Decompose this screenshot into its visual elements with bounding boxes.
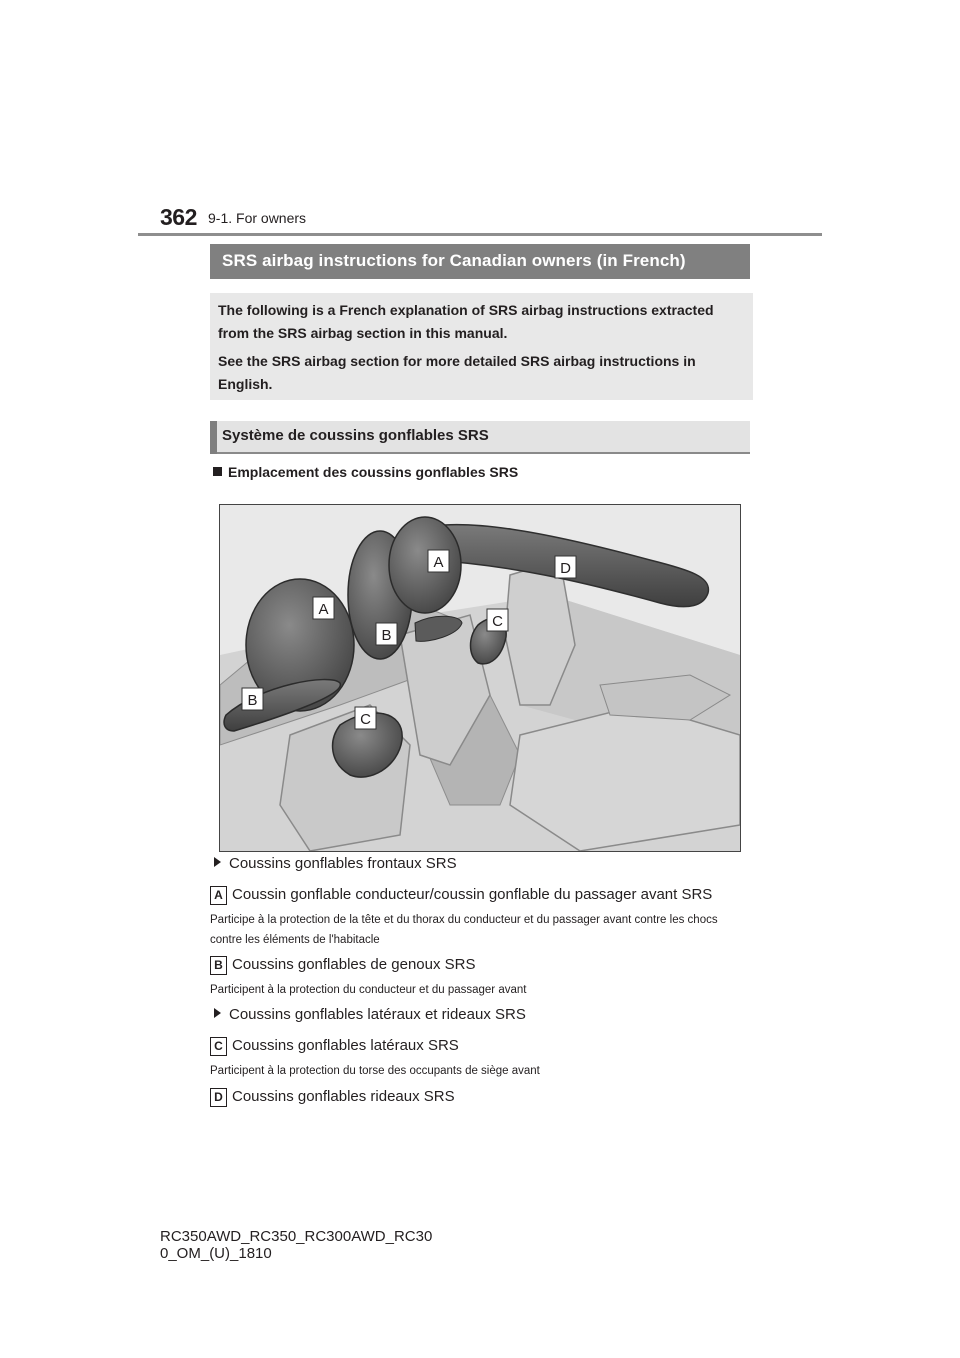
item-c-text: Coussins gonflables latéraux SRS [232, 1037, 459, 1054]
figure-label-b-driver [242, 688, 263, 710]
figure-label-a-driver [313, 597, 334, 619]
footer-line-1: RC350AWD_RC350_RC300AWD_RC30 [160, 1228, 433, 1245]
airbag-location-figure [219, 504, 741, 852]
svg-text:D: D [560, 560, 571, 577]
intro-paragraph-2: See the SRS airbag section for more detailed SRS airbag instructions in English. [218, 353, 696, 392]
triangle-bullet-icon [214, 857, 221, 867]
svg-text:A: A [318, 601, 329, 618]
footer-line-2: 0_OM_(U)_1810 [160, 1245, 272, 1262]
item-c [210, 1037, 459, 1056]
item-d-text: Coussins gonflables rideaux SRS [232, 1088, 455, 1105]
figure-label-b-passenger [376, 623, 397, 645]
group-frontal-airbags [214, 855, 457, 872]
item-a-description: Participe à la protection de la tête et du thorax du conducteur et du passager avant contre les chocs contre les éléments de l'habitacle [210, 914, 718, 946]
item-d [210, 1088, 455, 1107]
item-a [210, 886, 712, 905]
page-title: SRS airbag instructions for Canadian owners (in French) [222, 251, 686, 270]
label-c-badge: C [210, 1037, 227, 1056]
label-a-badge: A [210, 886, 227, 905]
intro-paragraph-1: The following is a French explanation of SRS airbag instructions extracted from the SRS airbag section in this manual. [218, 302, 714, 341]
figure-label-d-curtain [555, 556, 576, 578]
svg-text:A: A [433, 554, 444, 571]
section-reference: 9-1. For owners [208, 210, 307, 226]
svg-text:B: B [247, 692, 258, 709]
item-b [210, 956, 476, 975]
topic-heading [213, 464, 518, 480]
svg-text:B: B [381, 627, 392, 644]
group-frontal-label: Coussins gonflables frontaux SRS [229, 855, 457, 872]
figure-label-c-driver [355, 707, 376, 729]
header-rule [138, 233, 822, 236]
group-side-curtain-airbags [214, 1006, 526, 1023]
topic-heading-text: Emplacement des coussins gonflables SRS [228, 464, 519, 480]
item-a-text: Coussin gonflable conducteur/coussin gonflable du passager avant SRS [232, 886, 713, 903]
figure-label-c-passenger [487, 609, 508, 631]
cabin-illustration [220, 505, 740, 851]
subsection-title: Système de coussins gonflables SRS [222, 427, 489, 444]
svg-text:C: C [492, 613, 503, 630]
item-b-description: Participent à la protection du conducteur et du passager avant [210, 984, 527, 996]
subsection-bar-accent [210, 421, 217, 454]
figure-label-a-passenger [428, 550, 449, 572]
svg-text:C: C [360, 711, 371, 728]
page-number: 362 [160, 204, 197, 230]
label-b-badge: B [210, 956, 227, 975]
item-b-text: Coussins gonflables de genoux SRS [232, 956, 476, 973]
group-side-curtain-label: Coussins gonflables latéraux et rideaux SRS [229, 1006, 526, 1023]
square-bullet-icon [213, 467, 222, 476]
label-d-badge: D [210, 1088, 227, 1107]
triangle-bullet-icon [214, 1008, 221, 1018]
item-c-description: Participent à la protection du torse des occupants de siège avant [210, 1065, 540, 1077]
footer-code [160, 1228, 432, 1262]
